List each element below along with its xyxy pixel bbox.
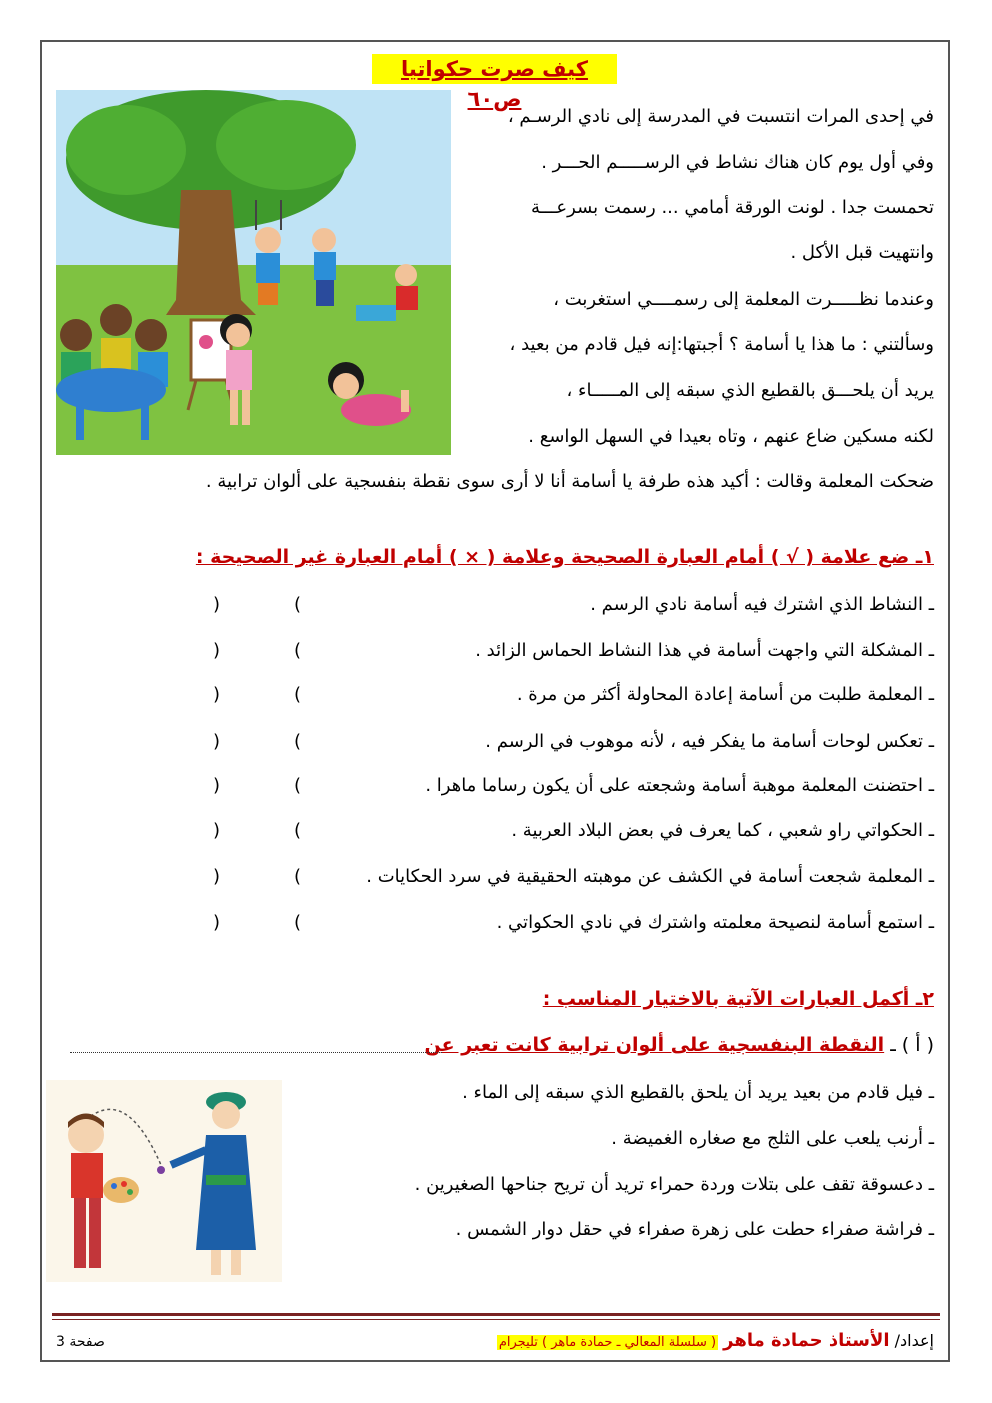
lesson-title: كيف صرت حكواتيا ص٦٠ — [372, 54, 617, 84]
answer-open[interactable]: ( — [294, 820, 302, 841]
answer-blank[interactable] — [70, 1052, 442, 1053]
statement: ـ احتضنت المعلمة موهبة أسامة وشجعته على أن يكون رساما ماهرا . — [425, 775, 934, 796]
page-number: صفحة 3 — [56, 1334, 105, 1350]
answer-open[interactable]: ( — [294, 912, 302, 933]
statement: ـ المعلمة طلبت من أسامة إعادة المحاولة أكثر من مرة . — [516, 684, 934, 705]
question-2-heading: ٢ـ أكمل العبارات الآتية بالاختيار المناسب : — [542, 988, 934, 1010]
true-false-item — [56, 775, 934, 805]
answer-open[interactable]: ( — [294, 684, 302, 705]
choice-option[interactable]: ـ أرنب يلعب على الثلج مع صغاره الغميضة . — [611, 1128, 934, 1149]
teacher-illustration — [46, 1080, 282, 1282]
story-line: يريد أن يلحـــق بالقطيع الذي سبقه إلى المـــــاء ، — [566, 380, 934, 401]
true-false-item — [56, 912, 934, 942]
sub-question — [425, 1034, 934, 1056]
choice-option[interactable]: ـ فيل قادم من بعيد يريد أن يلحق بالقطيع الذي سبقه إلى الماء . — [462, 1082, 934, 1103]
footer-credits — [497, 1330, 934, 1351]
choice-option[interactable]: ـ فراشة صفراء حطت على زهرة صفراء في حقل دوار الشمس . — [455, 1219, 934, 1240]
story-line: وفي أول يوم كان هناك نشاط في الرســـــم الحـــر . — [541, 152, 934, 173]
statement: ـ المعلمة شجعت أسامة في الكشف عن موهبته الحقيقية في سرد الحكايات . — [366, 866, 934, 887]
true-false-item — [56, 820, 934, 850]
story-line: في إحدى المرات انتسبت في المدرسة إلى نادي الرسـم ، — [507, 106, 934, 127]
answer-close[interactable]: ) — [213, 684, 221, 705]
park-illustration — [56, 90, 451, 455]
true-false-item — [56, 640, 934, 670]
answer-close[interactable]: ) — [213, 731, 221, 752]
question-1-heading: ١ـ ضع علامة ( √ ) أمام العبارة الصحيحة وعلامة ( × ) أمام العبارة غير الصحيحة : — [195, 546, 934, 568]
answer-open[interactable]: ( — [294, 866, 302, 887]
true-false-item — [56, 684, 934, 714]
footer-rule — [52, 1319, 940, 1320]
choice-option[interactable]: ـ دعسوقة تقف على بتلات وردة حمراء تريد أن تريح جناحها الصغيرين . — [414, 1174, 934, 1195]
story-line: وعندما نظـــــرت المعلمة إلى رسمــــي استغربت ، — [553, 289, 934, 310]
answer-close[interactable]: ) — [213, 640, 221, 661]
story-line: وسألتني : ما هذا يا أسامة ؟ أجبتها:إنه فيل قادم من بعيد ، — [509, 334, 934, 355]
answer-open[interactable]: ( — [294, 775, 302, 796]
answer-close[interactable]: ) — [213, 594, 221, 615]
statement: ـ النشاط الذي اشترك فيه أسامة نادي الرسم . — [590, 594, 934, 615]
story-line: تحمست جدا . لونت الورقة أمامي ... رسمت بسرعـــة — [530, 197, 934, 218]
answer-open[interactable]: ( — [294, 594, 302, 615]
series-label: ( سلسلة المعالي ـ حمادة ماهر ) تليجرام — [498, 1335, 717, 1350]
answer-close[interactable]: ) — [213, 775, 221, 796]
answer-open[interactable]: ( — [294, 640, 302, 661]
story-line: لكنه مسكين ضاع عنهم ، وتاه بعيدا في السهل الواسع . — [528, 426, 934, 447]
true-false-item — [56, 866, 934, 896]
footer-rule — [52, 1313, 940, 1316]
author-name: الأستاذ حمادة ماهر — [723, 1330, 890, 1351]
answer-close[interactable]: ) — [213, 866, 221, 887]
story-line: وانتهيت قبل الأكل . — [790, 242, 934, 263]
true-false-item — [56, 731, 934, 761]
answer-close[interactable]: ) — [213, 912, 221, 933]
true-false-item — [56, 594, 934, 624]
statement: ـ تعكس لوحات أسامة ما يفكر فيه ، لأنه موهوب في الرسم . — [485, 731, 934, 752]
prepared-by-label: إعداد/ — [894, 1331, 934, 1350]
answer-close[interactable]: ) — [213, 820, 221, 841]
sub-question-label: ( أ ) ـ — [890, 1034, 934, 1056]
sub-question-text: النقطة البنفسجية على ألوان ترابية كانت تعبر عن — [424, 1034, 885, 1056]
statement: ـ المشكلة التي واجهت أسامة في هذا النشاط الحماس الزائد . — [475, 640, 934, 661]
answer-open[interactable]: ( — [294, 731, 302, 752]
statement: ـ استمع أسامة لنصيحة معلمته واشترك في نادي الحكواتي . — [496, 912, 934, 933]
story-line: ضحكت المعلمة وقالت : أكيد هذه طرفة يا أسامة أنا لا أرى سوى نقطة بنفسجية على ألوان ترابية . — [205, 471, 934, 492]
statement: ـ الحكواتي راو شعبي ، كما يعرف في بعض البلاد العربية . — [511, 820, 934, 841]
